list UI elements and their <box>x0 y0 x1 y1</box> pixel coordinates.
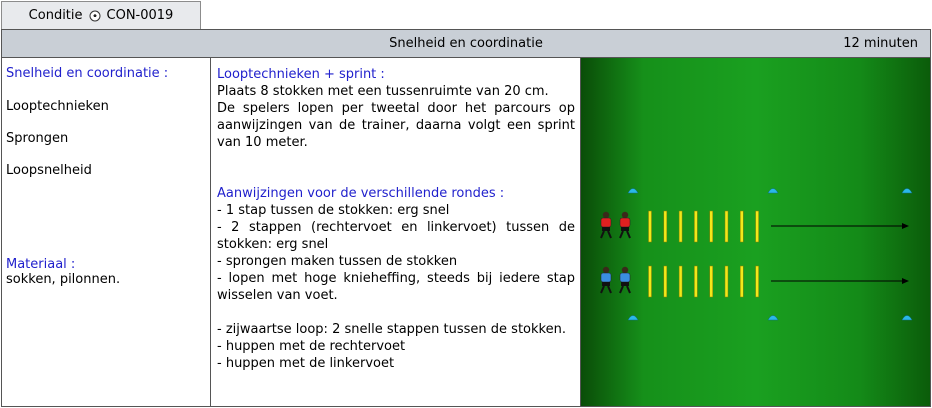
material-heading: Materiaal : <box>6 257 76 272</box>
exercise-title: Snelheid en coordinatie <box>389 36 543 51</box>
exercise-duration: 12 minuten <box>843 36 918 51</box>
stick-icon <box>725 211 728 242</box>
exercise-diagram <box>581 58 930 406</box>
summary-heading: Snelheid en coordinatie : <box>6 66 169 81</box>
player-icon <box>620 267 630 293</box>
rounds-heading: Aanwijzingen voor de verschillende rondes : <box>217 186 505 201</box>
tab-code: CON-0019 <box>106 8 174 23</box>
stick-icon <box>694 266 697 297</box>
stick-icon <box>679 266 682 297</box>
cone-icon <box>768 189 778 194</box>
player-icon <box>601 212 611 238</box>
cone-icon <box>628 316 638 321</box>
summary-item: Loopsnelheid <box>6 163 92 178</box>
stick-icon <box>679 211 682 242</box>
round-item: - zijwaartse loop: 2 snelle stappen tussen de stokken. <box>217 322 566 337</box>
description-paragraph: De spelers lopen per tweetal door het parcours op aanwijzingen van de trainer, daarna volgt een sprint van 10 meter. <box>217 101 575 150</box>
round-item: - huppen met de rechtervoet <box>217 339 406 354</box>
round-item: - 2 stappen (rechtervoet en linkervoet) tussen de stokken: erg snel <box>217 220 575 252</box>
tab-label: Conditie <box>28 8 83 23</box>
round-item: - sprongen maken tussen de stokken <box>217 254 458 269</box>
soccer-ball-icon <box>89 10 101 22</box>
round-item: - 1 stap tussen de stokken: erg snel <box>217 203 450 218</box>
cone-icon <box>902 316 912 321</box>
field-diagram <box>581 58 930 406</box>
summary-item: Looptechnieken <box>6 99 109 114</box>
cone-icon <box>768 316 778 321</box>
cone-icon <box>902 189 912 194</box>
cone-icon <box>628 189 638 194</box>
summary-item: Sprongen <box>6 131 69 146</box>
stick-icon <box>694 211 697 242</box>
arrow-head-icon <box>902 223 909 229</box>
description-column <box>211 58 581 406</box>
stick-icon <box>756 211 759 242</box>
description-line: Plaats 8 stokken met een tussenruimte van 20 cm. <box>217 84 549 99</box>
stick-icon <box>740 266 743 297</box>
stick-icon <box>725 266 728 297</box>
exercise-tab[interactable] <box>1 1 201 29</box>
material-text: sokken, pilonnen. <box>6 272 121 287</box>
player-icon <box>620 212 630 238</box>
arrow-head-icon <box>902 278 909 284</box>
stick-icon <box>710 211 713 242</box>
sheet-header <box>2 30 930 58</box>
stick-icon <box>664 211 667 242</box>
stick-icon <box>710 266 713 297</box>
stick-icon <box>756 266 759 297</box>
exercise-sheet <box>1 29 931 407</box>
summary-column <box>2 58 211 406</box>
round-item: - lopen met hoge knieheffing, steeds bij iedere stap wisselen van voet. <box>217 271 575 303</box>
round-item: - huppen met de linkervoet <box>217 356 395 371</box>
player-icon <box>601 267 611 293</box>
stick-icon <box>649 266 652 297</box>
stick-icon <box>664 266 667 297</box>
stick-icon <box>740 211 743 242</box>
stick-icon <box>649 211 652 242</box>
description-heading: Looptechnieken + sprint : <box>217 67 385 82</box>
